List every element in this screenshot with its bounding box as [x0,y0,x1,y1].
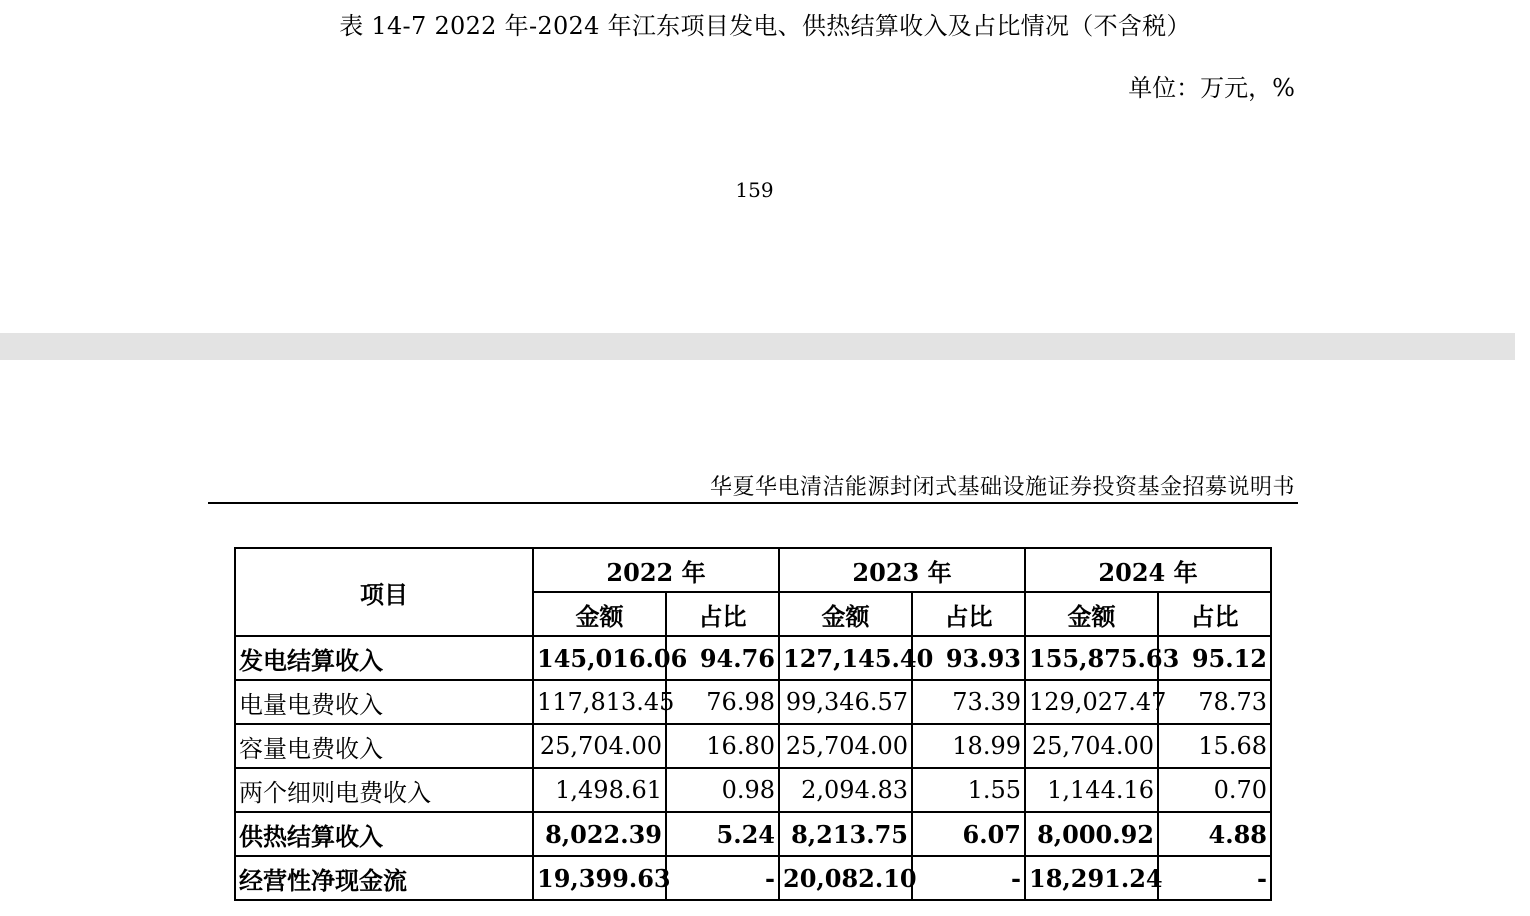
table-row [235,768,1271,812]
revenue-table [234,547,1272,901]
row-label: 容量电费收入 [235,724,533,768]
table-cell: 127,145.40 [779,636,912,680]
table-cell: 76.98 [666,680,779,724]
row-label: 经营性净现金流 [235,856,533,900]
table-cell: 8,213.75 [779,812,912,856]
table-cell: 19,399.63 [533,856,666,900]
table-cell: 4.88 [1158,812,1271,856]
table-row [235,856,1271,900]
ratio-header: 占比 [1158,592,1271,636]
table-cell: 129,027.47 [1025,680,1158,724]
table-cell: - [666,856,779,900]
table-cell: 73.39 [912,680,1025,724]
year-header: 2022 年 [533,548,779,592]
table-cell: 25,704.00 [1025,724,1158,768]
table-header-row [235,548,1271,592]
table-cell: 0.98 [666,768,779,812]
table-cell: 5.24 [666,812,779,856]
page-top [0,0,1515,333]
row-label: 两个细则电费收入 [235,768,533,812]
page-number: 159 [735,178,774,202]
table-cell: 145,016.06 [533,636,666,680]
table-cell: 18,291.24 [1025,856,1158,900]
table-cell: 95.12 [1158,636,1271,680]
table-cell: 94.76 [666,636,779,680]
year-header: 2024 年 [1025,548,1271,592]
table-cell: 0.70 [1158,768,1271,812]
header-rule [208,502,1298,504]
item-header: 项目 [235,548,533,636]
row-label: 发电结算收入 [235,636,533,680]
table-cell: 18.99 [912,724,1025,768]
table-cell: 6.07 [912,812,1025,856]
ratio-header: 占比 [912,592,1025,636]
table-cell: 8,000.92 [1025,812,1158,856]
table-cell: 20,082.10 [779,856,912,900]
table-cell: 25,704.00 [779,724,912,768]
table-cell: 2,094.83 [779,768,912,812]
row-label: 电量电费收入 [235,680,533,724]
table-cell: 25,704.00 [533,724,666,768]
table-row [235,636,1271,680]
table-cell: 93.93 [912,636,1025,680]
table-cell: 8,022.39 [533,812,666,856]
ratio-header: 占比 [666,592,779,636]
row-label: 供热结算收入 [235,812,533,856]
amount-header: 金额 [533,592,666,636]
running-head: 华夏华电清洁能源封闭式基础设施证券投资基金招募说明书 [709,475,1295,500]
table-caption: 表 14-7 2022 年-2024 年江东项目发电、供热结算收入及占比情况（不含税） [339,12,1191,40]
table-cell: 1,144.16 [1025,768,1158,812]
page-gap [0,333,1515,360]
table-row [235,680,1271,724]
unit-label: 单位：万元，% [1128,74,1295,102]
table-row [235,724,1271,768]
amount-header: 金额 [1025,592,1158,636]
table-cell: 16.80 [666,724,779,768]
table-cell: 99,346.57 [779,680,912,724]
year-header: 2023 年 [779,548,1025,592]
table-cell: 15.68 [1158,724,1271,768]
table-cell: 1.55 [912,768,1025,812]
table-cell: - [912,856,1025,900]
table-cell: 117,813.45 [533,680,666,724]
table-cell: 1,498.61 [533,768,666,812]
table-cell: - [1158,856,1271,900]
table-row [235,812,1271,856]
amount-header: 金额 [779,592,912,636]
table-cell: 78.73 [1158,680,1271,724]
table-cell: 155,875.63 [1025,636,1158,680]
